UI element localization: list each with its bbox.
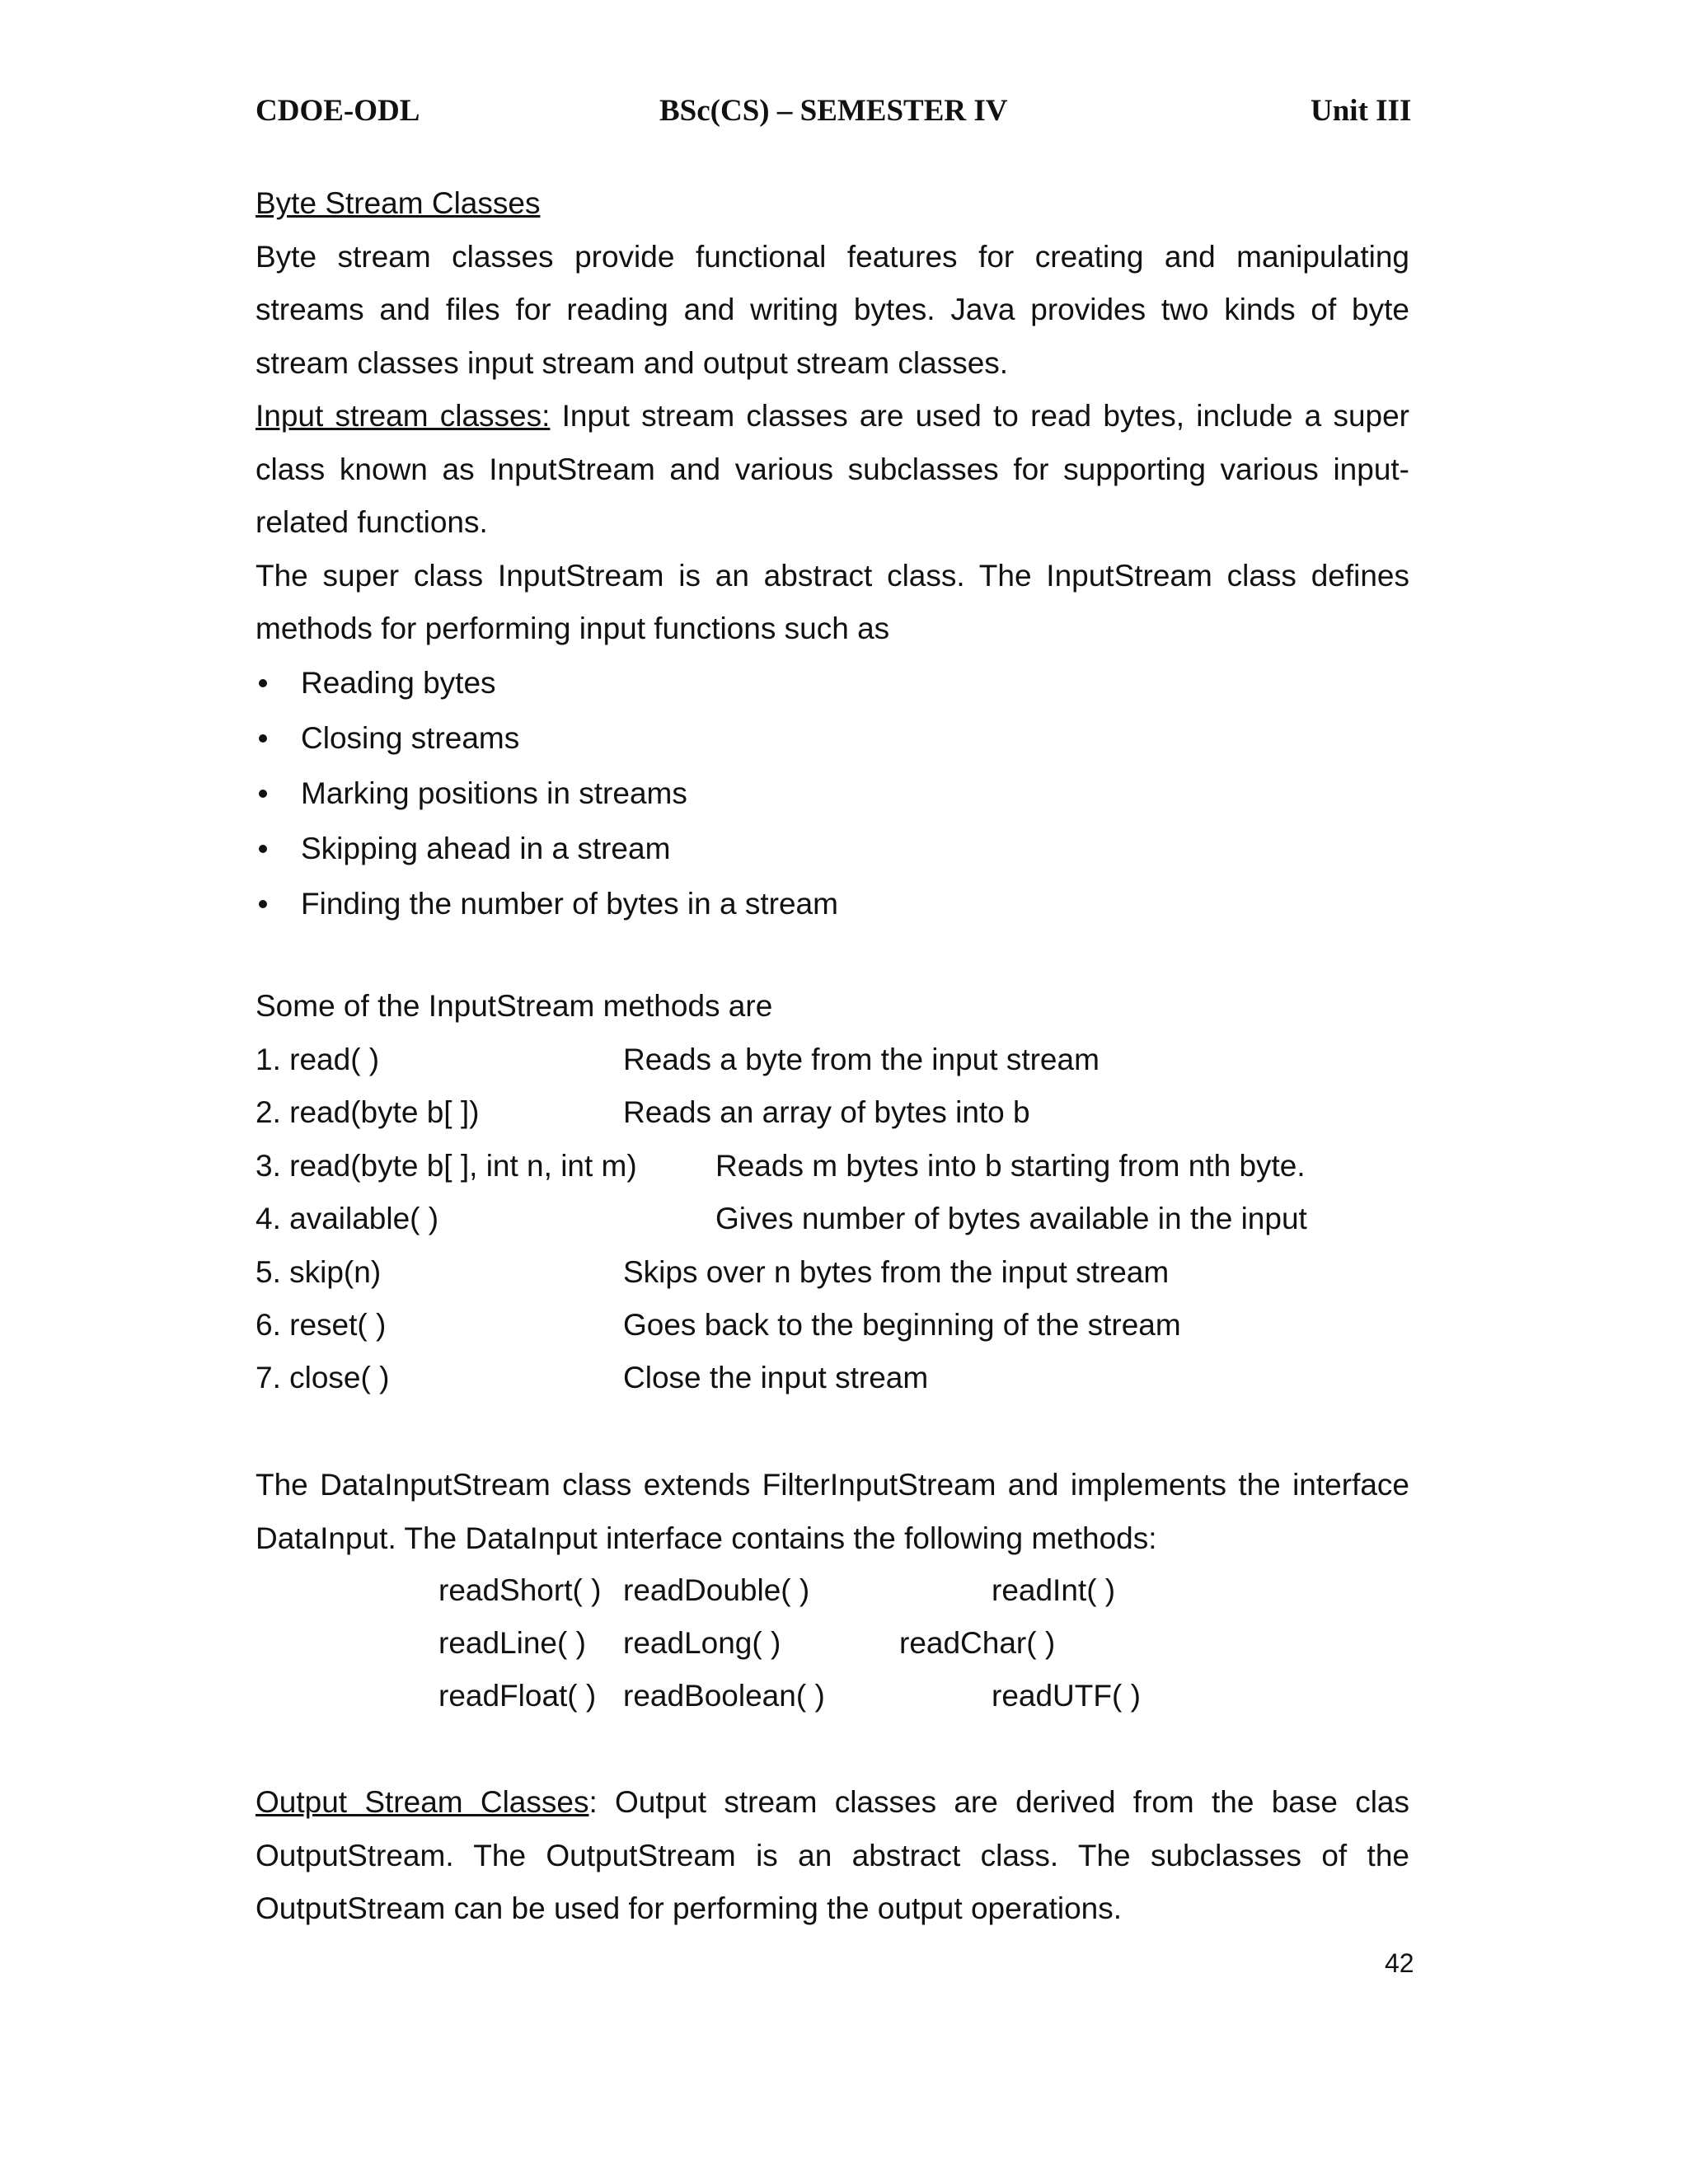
method-description: Reads m bytes into b starting from nth byte. (715, 1149, 1306, 1183)
bullet-icon (259, 900, 267, 908)
method-name: 2. read(byte b[ ]) (256, 1095, 480, 1129)
method-name: 1. read( ) (256, 1043, 380, 1076)
output-stream-text: : Output stream classes are derived from the base clas OutputStream. The OutputStream is an abstract class. The subclasses of the OutputStream can be used for performing the output operations. (256, 1785, 1409, 1925)
data-input-paragraph: The DataInputStream class extends FilterInputStream and implements the interface DataInput. The DataInput interface contains the following methods: (256, 1468, 1409, 1555)
output-stream-block (256, 1776, 1409, 1936)
input-stream-label: Input stream classes: (256, 399, 551, 433)
output-stream-paragraph (256, 1776, 1409, 1936)
method-description: Reads an array of bytes into b (623, 1095, 1030, 1129)
section-intro: Byte stream classes provide functional features for creating and manipulating streams and files for reading and writing bytes. Java provides two kinds of byte stream classes input stream and output stream classes. (256, 239, 1409, 380)
method-name: 6. reset( ) (256, 1308, 387, 1342)
input-stream-paragraph (256, 390, 1409, 550)
header-center: BSc(CS) – SEMESTER IV (659, 94, 1008, 128)
data-input-method: readLong( ) (623, 1626, 781, 1660)
bullet-icon (259, 734, 267, 743)
data-input-method: readFloat( ) (438, 1679, 597, 1713)
list-item: Finding the number of bytes in a stream (256, 876, 1409, 931)
method-name: 3. read(byte b[ ], int n, int m) (256, 1149, 637, 1183)
method-name: 5. skip(n) (256, 1255, 382, 1289)
list-item: Skipping ahead in a stream (256, 821, 1409, 876)
bullet-icon (259, 790, 267, 798)
bullet-icon (259, 845, 267, 853)
data-input-method: readLine( ) (438, 1626, 586, 1660)
section-title: Byte Stream Classes (256, 186, 541, 220)
methods-intro: Some of the InputStream methods are (256, 989, 773, 1023)
list-item: Marking positions in streams (256, 766, 1409, 821)
method-description: Skips over n bytes from the input stream (623, 1255, 1170, 1289)
data-input-block (256, 1459, 1409, 1565)
method-name: 7. close( ) (256, 1361, 390, 1394)
bullet-icon (259, 679, 267, 687)
data-input-method: readShort( ) (438, 1573, 602, 1607)
page-number: 42 (1385, 1948, 1414, 1978)
data-input-method: readUTF( ) (992, 1679, 1141, 1713)
body-block-top (256, 177, 1409, 656)
input-stream-text: Input stream classes are used to read bytes, include a super class known as InputStream and various subclasses for supporting various input-related functions. (256, 399, 1409, 539)
output-stream-label: Output Stream Classes (256, 1785, 589, 1819)
header-right: Unit III (1311, 94, 1412, 128)
list-item: Reading bytes (256, 655, 1409, 710)
input-functions-list (256, 655, 1409, 931)
input-stream-super-paragraph: The super class InputStream is an abstract class. The InputStream class defines methods for performing input functions such as (256, 558, 1409, 645)
list-item: Closing streams (256, 710, 1409, 766)
data-input-method: readDouble( ) (623, 1573, 810, 1607)
data-input-method: readChar( ) (899, 1626, 1056, 1660)
method-description: Goes back to the beginning of the stream (623, 1308, 1181, 1342)
method-description: Reads a byte from the input stream (623, 1043, 1100, 1076)
header-left: CDOE-ODL (256, 94, 420, 128)
data-input-method: readBoolean( ) (623, 1679, 825, 1713)
data-input-method: readInt( ) (992, 1573, 1116, 1607)
method-description: Gives number of bytes available in the input (715, 1202, 1307, 1235)
method-name: 4. available( ) (256, 1202, 439, 1235)
method-description: Close the input stream (623, 1361, 929, 1394)
